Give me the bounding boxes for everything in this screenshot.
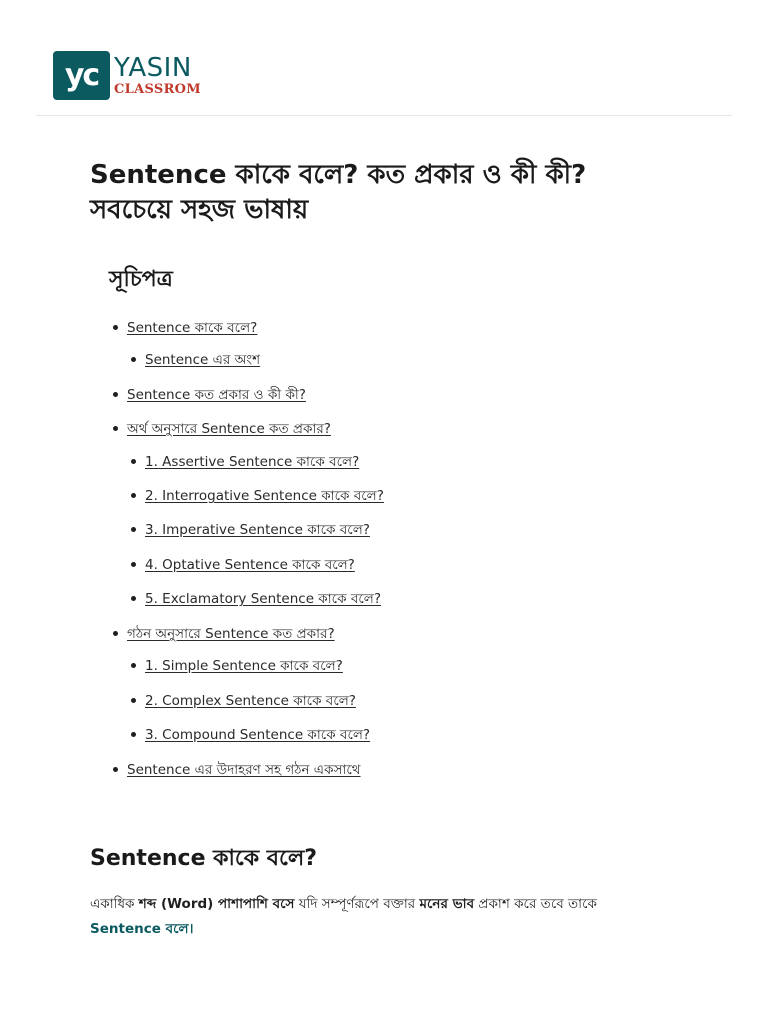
bullet-icon [113,392,118,397]
para-text-1: একাধিক [90,896,139,912]
bullet-icon [131,562,136,567]
para-end: । [188,921,194,937]
section-paragraph [90,892,690,942]
toc-item [131,487,384,505]
bullet-icon [131,527,136,532]
toc-item [131,657,343,675]
bullet-icon [113,767,118,772]
toc-item [131,556,355,574]
table-of-contents [90,262,690,778]
section-title: Sentence কাকে বলে? [90,846,318,871]
toc-item [113,386,306,404]
site-logo[interactable] [53,51,201,100]
bullet-icon [131,459,136,464]
toc-item [131,521,370,539]
bullet-icon [113,426,118,431]
toc-link[interactable]: গঠন অনুসারে Sentence কত প্রকার? [127,626,335,642]
para-text-2: যদি সম্পূর্ণরূপে বক্তার [294,896,420,912]
toc-link[interactable]: Sentence এর অংশ [145,352,261,368]
bullet-icon [131,732,136,737]
toc-link[interactable]: 2. Interrogative Sentence কাকে বলে? [145,488,384,504]
toc-link[interactable]: 2. Complex Sentence কাকে বলে? [145,693,356,709]
toc-link[interactable]: 3. Imperative Sentence কাকে বলে? [145,522,370,538]
toc-link[interactable]: অর্থ অনুসারে Sentence কত প্রকার? [127,421,331,437]
logo-text [114,55,201,96]
toc-item [113,625,335,643]
bullet-icon [113,631,118,636]
toc-link[interactable]: 1. Assertive Sentence কাকে বলে? [145,454,360,470]
para-accent: Sentence বলে [90,921,189,937]
para-bold-1: শব্দ (Word) পাশাপাশি বসে [138,896,295,912]
toc-item [113,420,331,438]
toc-item [131,726,370,744]
site-header [0,0,768,116]
toc-link[interactable]: Sentence এর উদাহরণ সহ গঠন একসাথে [127,762,361,778]
para-bold-2: মনের ভাব [419,896,475,912]
toc-item [131,351,260,369]
bullet-icon [131,596,136,601]
header-divider [36,115,732,116]
article-title: Sentence কাকে বলে? কত প্রকার ও কী কী? সবচেয়ে সহজ ভাষায় [90,160,587,225]
bullet-icon [131,663,136,668]
toc-link[interactable]: Sentence কাকে বলে? [127,320,258,336]
bullet-icon [131,698,136,703]
toc-item [131,692,356,710]
para-text-3: প্রকাশ করে তবে তাকে [474,896,597,912]
logo-subtitle: CLASSROM [114,82,201,97]
bullet-icon [131,357,136,362]
bullet-icon [131,493,136,498]
toc-link[interactable]: 1. Simple Sentence কাকে বলে? [145,658,343,674]
toc-heading: সূচিপত্র [109,267,173,292]
toc-link[interactable]: 5. Exclamatory Sentence কাকে বলে? [145,591,381,607]
toc-link[interactable]: 3. Compound Sentence কাকে বলে? [145,727,371,743]
toc-item [113,761,361,779]
toc-item [131,453,359,471]
toc-item [131,590,381,608]
toc-link[interactable]: Sentence কত প্রকার ও কী কী? [127,387,306,403]
logo-name: YASIN [114,53,192,83]
bullet-icon [113,325,118,330]
logo-mark: yc [53,51,110,100]
toc-item [113,319,257,337]
toc-link[interactable]: 4. Optative Sentence কাকে বলে? [145,557,355,573]
